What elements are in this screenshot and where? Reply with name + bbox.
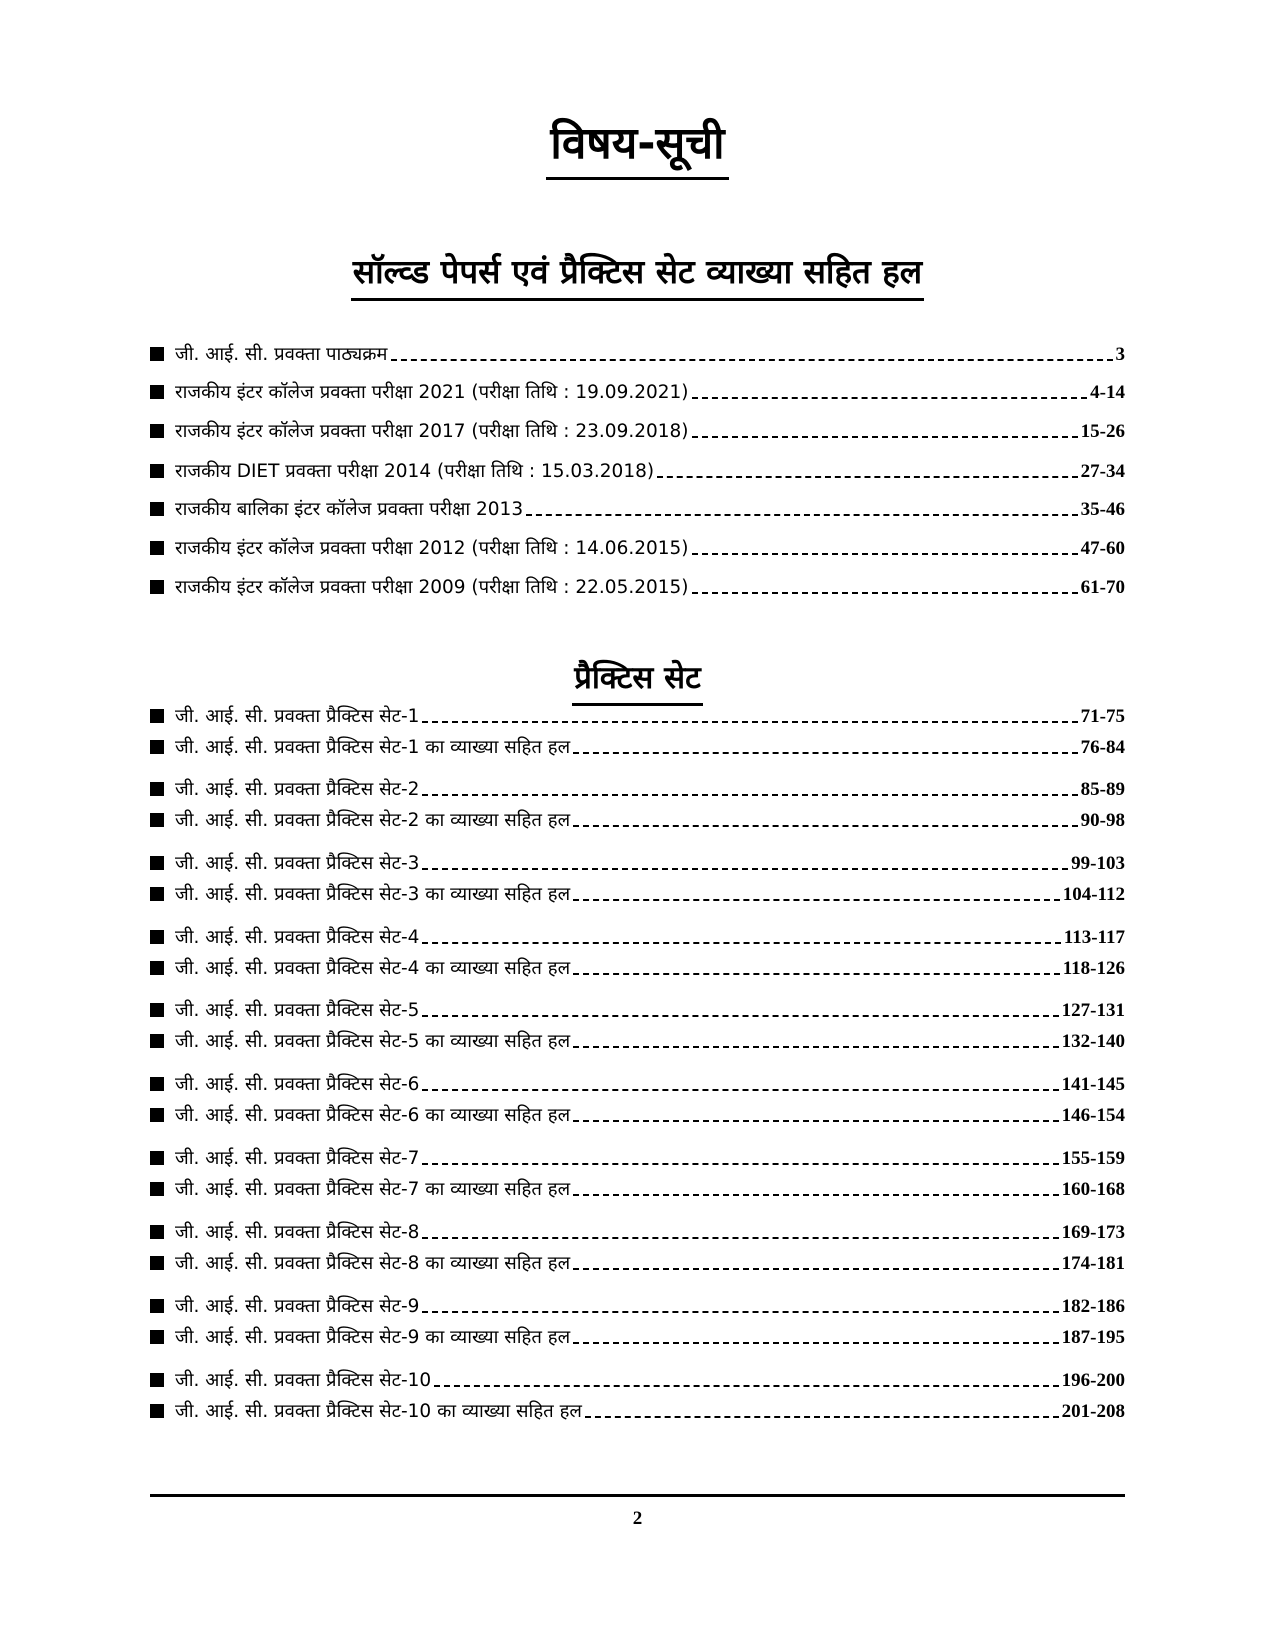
toc-entry-pages: 3 [1115,344,1125,365]
footer-rule [150,1494,1125,1497]
toc-entry [150,808,1125,834]
square-bullet-icon [150,1404,164,1418]
toc-entry-pages: 47-60 [1080,538,1125,559]
toc-entry-label: जी. आई. सी. प्रवक्ता प्रैक्टिस सेट-1 [175,706,420,727]
square-bullet-icon [150,1182,164,1196]
toc-entry-label: जी. आई. सी. प्रवक्ता प्रैक्टिस सेट-7 [175,1148,420,1169]
toc-entry [150,575,1125,601]
square-bullet-icon [150,347,164,361]
section-heading-solved-papers-text: सॉल्व्ड पेपर्स एवं प्रैक्टिस सेट व्याख्या सहित हल [351,252,924,301]
toc-leader-dashes [692,592,1078,594]
section-heading-practice-sets-text: प्रैक्टिस सेट [572,660,703,706]
toc-entry-pages: 201-208 [1061,1401,1125,1422]
toc-leader-dashes [573,1120,1059,1122]
toc-entry [150,998,1125,1024]
square-bullet-icon [150,930,164,944]
section-heading-solved-papers [0,252,1275,301]
toc-entry-label: जी. आई. सी. प्रवक्ता प्रैक्टिस सेट-3 [175,853,420,874]
toc-leader-dashes [573,1046,1059,1048]
toc-leader-dashes [422,868,1068,870]
square-bullet-icon [150,740,164,754]
toc-entry-label: राजकीय इंटर कॉलेज प्रवक्ता परीक्षा 2021 (परीक्षा तिथि : 19.09.2021) [175,382,689,403]
toc-entry-pages: 182-186 [1061,1296,1125,1317]
toc-entry [150,459,1125,485]
toc-leader-dashes [573,899,1060,901]
toc-leader-dashes [573,1194,1059,1196]
toc-entry-pages: 113-117 [1063,927,1125,948]
square-bullet-icon [150,1003,164,1017]
toc-entry-label: राजकीय इंटर कॉलेज प्रवक्ता परीक्षा 2012 (परीक्षा तिथि : 14.06.2015) [175,538,689,559]
toc-entry [150,1029,1125,1055]
toc-entry-label: जी. आई. सी. प्रवक्ता प्रैक्टिस सेट-9 [175,1296,420,1317]
square-bullet-icon [150,813,164,827]
toc-entry [150,956,1125,982]
square-bullet-icon [150,887,164,901]
toc-entry [150,1072,1125,1098]
toc-entry [150,1368,1125,1394]
toc-entry [150,1103,1125,1129]
toc-entry [150,925,1125,951]
square-bullet-icon [150,782,164,796]
toc-entry-label: जी. आई. सी. प्रवक्ता प्रैक्टिस सेट-4 [175,927,420,948]
square-bullet-icon [150,1225,164,1239]
square-bullet-icon [150,1373,164,1387]
toc-entry-label: राजकीय बालिका इंटर कॉलेज प्रवक्ता परीक्षा 2013 [175,499,524,520]
toc-entry [150,851,1125,877]
toc-entry-label: जी. आई. सी. प्रवक्ता प्रैक्टिस सेट-3 का व्याख्या सहित हल [175,884,571,905]
toc-entry [150,1177,1125,1203]
toc-leader-dashes [422,1163,1058,1165]
toc-entry [150,882,1125,908]
square-bullet-icon [150,709,164,723]
toc-entry [150,536,1125,562]
square-bullet-icon [150,385,164,399]
toc-entry-pages: 127-131 [1061,1000,1125,1021]
page-title-text: विषय-सूची [546,118,728,180]
toc-entry-pages: 160-168 [1061,1179,1125,1200]
toc-entry-pages: 146-154 [1061,1105,1125,1126]
toc-leader-dashes [573,752,1078,754]
toc-entry-pages: 85-89 [1080,779,1125,800]
toc-leader-dashes [422,721,1077,723]
toc-entry-pages: 169-173 [1061,1222,1125,1243]
toc-entry [150,704,1125,730]
square-bullet-icon [150,502,164,516]
toc-entry-label: जी. आई. सी. प्रवक्ता प्रैक्टिस सेट-1 का व्याख्या सहित हल [175,737,571,758]
toc-entry-pages: 76-84 [1080,737,1125,758]
square-bullet-icon [150,1330,164,1344]
toc-entry-label: जी. आई. सी. प्रवक्ता प्रैक्टिस सेट-8 [175,1222,420,1243]
toc-entry-label: जी. आई. सी. प्रवक्ता प्रैक्टिस सेट-7 का व्याख्या सहित हल [175,1179,571,1200]
toc-entry-label: जी. आई. सी. प्रवक्ता प्रैक्टिस सेट-10 [175,1370,432,1391]
toc-entry-pages: 104-112 [1062,884,1125,905]
square-bullet-icon [150,1034,164,1048]
toc-entry-pages: 174-181 [1061,1253,1125,1274]
toc-leader-dashes [391,359,1113,361]
square-bullet-icon [150,856,164,870]
square-bullet-icon [150,541,164,555]
toc-entry-label: राजकीय इंटर कॉलेज प्रवक्ता परीक्षा 2009 (परीक्षा तिथि : 22.05.2015) [175,577,689,598]
toc-entry [150,497,1125,523]
toc-entry [150,735,1125,761]
toc-entry-pages: 99-103 [1071,853,1125,874]
toc-leader-dashes [692,553,1078,555]
toc-leader-dashes [422,794,1077,796]
toc-entry-label: जी. आई. सी. प्रवक्ता प्रैक्टिस सेट-9 का व्याख्या सहित हल [175,1327,571,1348]
toc-leader-dashes [573,825,1078,827]
toc-entry [150,1294,1125,1320]
toc-leader-dashes [422,942,1060,944]
toc-entry-label: जी. आई. सी. प्रवक्ता प्रैक्टिस सेट-8 का व्याख्या सहित हल [175,1253,571,1274]
toc-leader-dashes [573,1268,1059,1270]
toc-entry [150,419,1125,445]
square-bullet-icon [150,1256,164,1270]
square-bullet-icon [150,1108,164,1122]
toc-entry-label: जी. आई. सी. प्रवक्ता प्रैक्टिस सेट-6 का व्याख्या सहित हल [175,1105,571,1126]
toc-leader-dashes [422,1089,1058,1091]
toc-entry-pages: 187-195 [1061,1327,1125,1348]
toc-leader-dashes [422,1311,1058,1313]
toc-entry [150,342,1125,368]
toc-entry-pages: 27-34 [1080,461,1125,482]
toc-entry-label: राजकीय DIET प्रवक्ता परीक्षा 2014 (परीक्षा तिथि : 15.03.2018) [175,461,655,482]
toc-leader-dashes [692,436,1078,438]
toc-entry-label: जी. आई. सी. प्रवक्ता प्रैक्टिस सेट-10 का व्याख्या सहित हल [175,1401,582,1422]
toc-entry [150,1220,1125,1246]
square-bullet-icon [150,464,164,478]
square-bullet-icon [150,1151,164,1165]
page-number: 2 [632,1508,643,1529]
toc-leader-dashes [573,973,1060,975]
square-bullet-icon [150,961,164,975]
toc-entry [150,1146,1125,1172]
square-bullet-icon [150,1299,164,1313]
square-bullet-icon [150,580,164,594]
square-bullet-icon [150,1077,164,1091]
toc-leader-dashes [434,1385,1058,1387]
page-title [0,118,1275,180]
square-bullet-icon [150,424,164,438]
toc-entry-pages: 71-75 [1080,706,1125,727]
toc-entry-pages: 155-159 [1061,1148,1125,1169]
toc-entry-pages: 35-46 [1080,499,1125,520]
toc-leader-dashes [573,1342,1059,1344]
toc-entry-label: जी. आई. सी. प्रवक्ता प्रैक्टिस सेट-6 [175,1074,420,1095]
toc-entry-pages: 141-145 [1061,1074,1125,1095]
toc-entry-pages: 61-70 [1080,577,1125,598]
toc-entry [150,777,1125,803]
toc-leader-dashes [657,476,1078,478]
toc-leader-dashes [422,1015,1058,1017]
toc-entry [150,380,1125,406]
toc-entry [150,1399,1125,1425]
toc-leader-dashes [422,1237,1058,1239]
toc-entry-label: जी. आई. सी. प्रवक्ता पाठ्यक्रम [175,344,388,365]
toc-entry [150,1251,1125,1277]
toc-entry-pages: 4-14 [1090,382,1125,403]
toc-entry-label: जी. आई. सी. प्रवक्ता प्रैक्टिस सेट-5 [175,1000,420,1021]
toc-entry-pages: 132-140 [1061,1031,1125,1052]
toc-leader-dashes [692,397,1088,399]
toc-entry-pages: 15-26 [1080,421,1125,442]
toc-entry-label: जी. आई. सी. प्रवक्ता प्रैक्टिस सेट-5 का व्याख्या सहित हल [175,1031,571,1052]
toc-entry-label: जी. आई. सी. प्रवक्ता प्रैक्टिस सेट-2 [175,779,420,800]
toc-leader-dashes [526,514,1078,516]
toc-entry-pages: 196-200 [1061,1370,1125,1391]
toc-entry-pages: 118-126 [1062,958,1125,979]
toc-entry-label: जी. आई. सी. प्रवक्ता प्रैक्टिस सेट-2 का व्याख्या सहित हल [175,810,571,831]
toc-entry-label: जी. आई. सी. प्रवक्ता प्रैक्टिस सेट-4 का व्याख्या सहित हल [175,958,571,979]
toc-leader-dashes [585,1416,1059,1418]
toc-entry-pages: 90-98 [1080,810,1125,831]
toc-entry [150,1325,1125,1351]
section-heading-practice-sets [0,660,1275,706]
toc-entry-label: राजकीय इंटर कॉलेज प्रवक्ता परीक्षा 2017 (परीक्षा तिथि : 23.09.2018) [175,421,689,442]
